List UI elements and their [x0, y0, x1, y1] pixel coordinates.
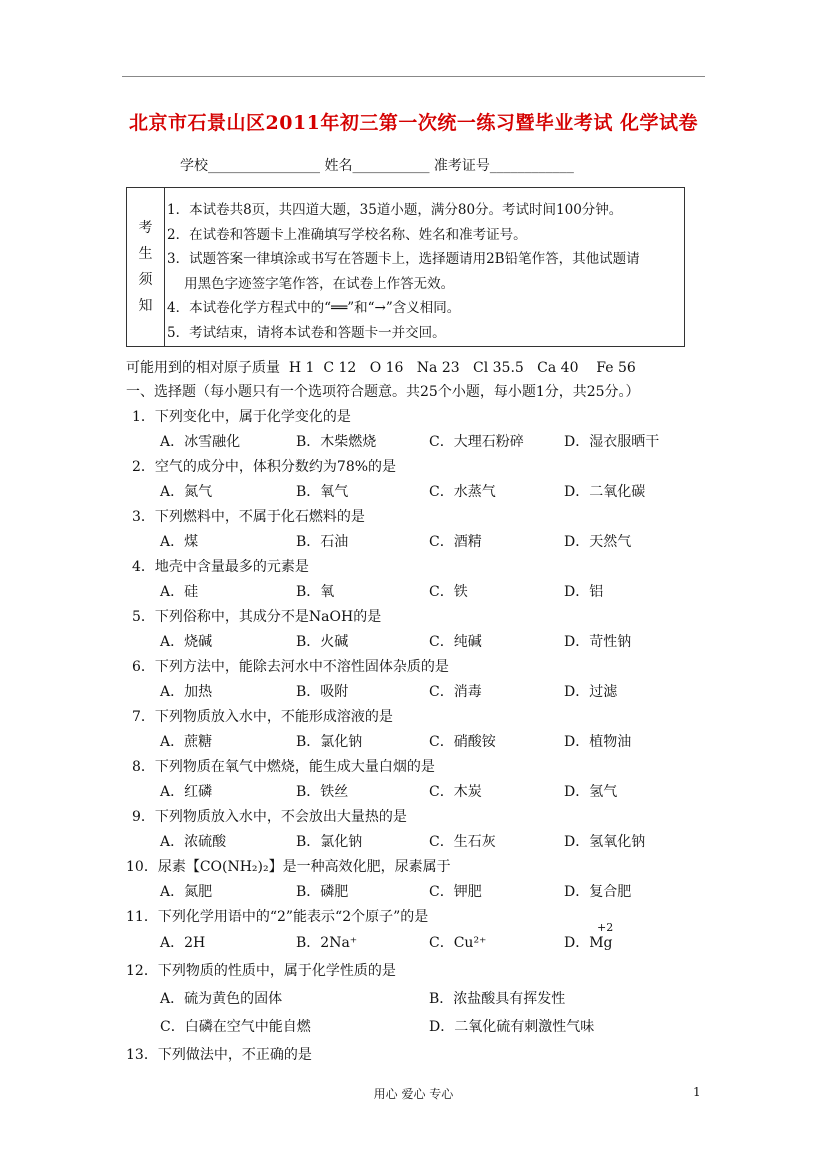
- option-b: B．浓盐酸具有挥发性: [429, 991, 566, 1007]
- option-b: B．石油: [296, 534, 349, 550]
- option-d: D．二氧化碳: [564, 484, 646, 500]
- option-b: B．氧: [296, 584, 335, 600]
- question-stem: 5．下列俗称中，其成分不是NaOH的是: [132, 609, 382, 625]
- option-a: A．硅: [160, 584, 199, 600]
- option-a: A．浓硫酸: [160, 834, 227, 850]
- notice-label-char: 生: [138, 246, 153, 262]
- option-c: C．白磷在空气中能自燃: [160, 1019, 311, 1035]
- option-d: D．植物油: [564, 734, 632, 750]
- option-a: A．2H: [160, 935, 206, 951]
- question-stem: 12．下列物质的性质中，属于化学性质的是: [126, 963, 396, 979]
- option-d: D．氢氧化钠: [564, 834, 646, 850]
- atomic-mass-line: 可能用到的相对原子质量 H 1 C 12 O 16 Na 23 Cl 35.5 Ca 40 Fe 56: [126, 360, 636, 376]
- option-d: D．过滤: [564, 684, 618, 700]
- option-a: A．蔗糖: [160, 734, 213, 750]
- option-c: C．Cu²⁺: [429, 935, 487, 951]
- notice-item: 用黑色字迹签字笔作答，在试卷上作答无效。: [167, 275, 455, 292]
- option-b: B．氧气: [296, 484, 349, 500]
- option-c: C．铁: [429, 584, 468, 600]
- option-c: C．酒精: [429, 534, 482, 550]
- notice-label-char: 知: [138, 298, 153, 314]
- notice-item: 5．考试结束，请将本试卷和答题卡一并交回。: [167, 324, 446, 341]
- option-d: D．天然气: [564, 534, 632, 550]
- option-b: B．2Na⁺: [296, 935, 358, 951]
- option-a: A．氮气: [160, 484, 213, 500]
- question-stem: 4．地壳中含量最多的元素是: [132, 559, 309, 575]
- notice-label-char: 考: [138, 220, 153, 236]
- header-rule: [122, 76, 705, 77]
- option-d: D．Mg: [564, 935, 613, 951]
- question-stem: 3．下列燃料中，不属于化石燃料的是: [132, 509, 365, 525]
- question-stem: 2．空气的成分中，体积分数约为78%的是: [132, 459, 397, 475]
- option-c: C．钾肥: [429, 884, 482, 900]
- student-info-line: 学校________________ 姓名___________ 准考证号____________: [180, 158, 574, 174]
- question-stem: 13．下列做法中，不正确的是: [126, 1047, 312, 1063]
- option-a: A．硫为黄色的固体: [160, 991, 283, 1007]
- question-stem: 9．下列物质放入水中，不会放出大量热的是: [132, 809, 407, 825]
- option-a: A．加热: [160, 684, 213, 700]
- notice-item: 1．本试卷共8页，共四道大题，35道小题，满分80分。考试时间100分钟。: [167, 202, 623, 218]
- option-c: C．大理石粉碎: [429, 434, 524, 450]
- question-stem: 7．下列物质放入水中，不能形成溶液的是: [132, 709, 393, 725]
- question-stem: 10．尿素【CO(NH₂)₂】是一种高效化肥，尿素属于: [126, 859, 451, 875]
- option-c: C．消毒: [429, 684, 482, 700]
- option-b: B．氯化钠: [296, 734, 363, 750]
- option-a: A．冰雪融化: [160, 434, 241, 450]
- option-d: D．湿衣服晒干: [564, 434, 660, 450]
- option-b: B．铁丝: [296, 784, 349, 800]
- option-d: D．铝: [564, 584, 604, 600]
- option-d: D．二氧化硫有刺激性气味: [429, 1019, 595, 1035]
- option-b: B．氯化钠: [296, 834, 363, 850]
- option-b: B．磷肥: [296, 884, 349, 900]
- option-c: C．硝酸铵: [429, 734, 496, 750]
- page-footer: 用心 爱心 专心: [373, 1087, 454, 1101]
- notice-label: [127, 188, 165, 346]
- option-c: C．水蒸气: [429, 484, 496, 500]
- notice-label-char: 须: [138, 272, 153, 288]
- question-stem: 6．下列方法中，能除去河水中不溶性固体杂质的是: [132, 659, 449, 675]
- notice-item: 2．在试卷和答题卡上准确填写学校名称、姓名和准考证号。: [167, 226, 527, 243]
- option-a: A．煤: [160, 534, 199, 550]
- question-stem: 1．下列变化中，属于化学变化的是: [132, 409, 351, 425]
- option-c: C．木炭: [429, 784, 482, 800]
- option-d: D．复合肥: [564, 884, 632, 900]
- question-stem: 8．下列物质在氧气中燃烧，能生成大量白烟的是: [132, 759, 435, 775]
- notice-item: 3．试题答案一律填涂或书写在答题卡上，选择题请用2B铅笔作答，其他试题请: [167, 251, 640, 267]
- notice-list: [167, 198, 682, 345]
- option-d: D．苛性钠: [564, 634, 632, 650]
- option-b: B．火碱: [296, 634, 349, 650]
- question-stem: 11．下列化学用语中的“2”能表示“2个原子”的是: [126, 909, 429, 925]
- notice-item: 4．本试卷化学方程式中的“══”和“→”含义相同。: [167, 300, 461, 316]
- option-d-valence: +2: [597, 921, 614, 934]
- option-c: C．纯碱: [429, 634, 482, 650]
- exam-title: 北京市石景山区2011年初三第一次统一练习暨毕业考试 化学试卷: [129, 112, 698, 134]
- option-b: B．木柴燃烧: [296, 434, 377, 450]
- option-d: D．氢气: [564, 784, 618, 800]
- option-c: C．生石灰: [429, 834, 496, 850]
- option-b: B．吸附: [296, 684, 349, 700]
- option-a: A．红磷: [160, 784, 213, 800]
- page-number: 1: [693, 1085, 701, 1099]
- section-heading: 一、选择题（每小题只有一个选项符合题意。共25个小题，每小题1分，共25分。）: [126, 384, 640, 400]
- option-a: A．氮肥: [160, 884, 213, 900]
- option-a: A．烧碱: [160, 634, 213, 650]
- notice-box: [126, 187, 685, 347]
